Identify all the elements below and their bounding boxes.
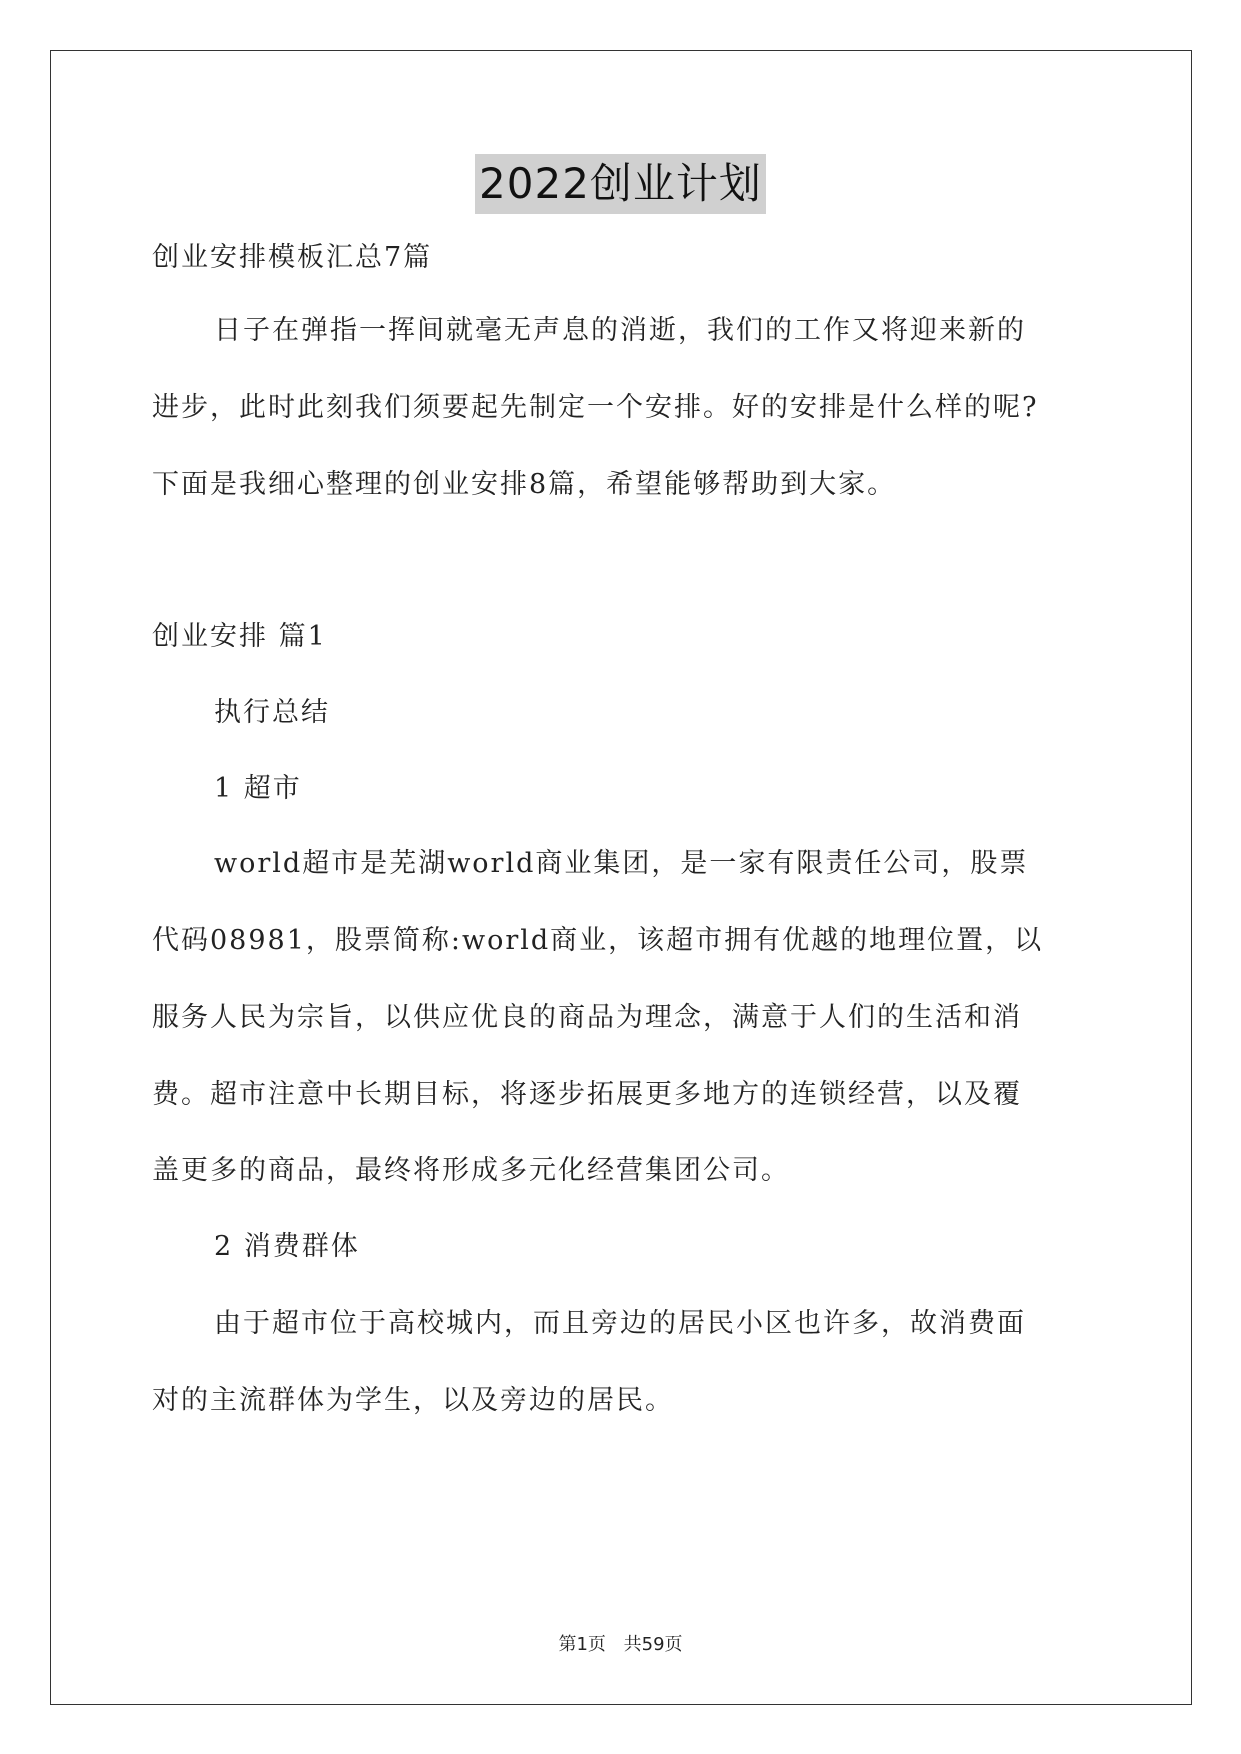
page-footer (0, 1630, 1241, 1656)
item2-line-1: 由于超市位于高校城内，而且旁边的居民小区也许多，故消费面 (214, 1308, 1026, 1339)
item1-line-3: 服务人民为宗旨，以供应优良的商品为理念，满意于人们的生活和消 (152, 1002, 1022, 1033)
item1-line-5: 盖更多的商品，最终将形成多元化经营集团公司。 (152, 1155, 790, 1186)
page-total: 共59页 (623, 1634, 683, 1655)
item2-heading: 2 消费群体 (214, 1231, 360, 1262)
intro-line-1: 日子在弹指一挥间就毫无声息的消逝，我们的工作又将迎来新的 (214, 315, 1026, 346)
subtitle: 创业安排模板汇总7篇 (152, 242, 433, 273)
section-heading: 创业安排 篇1 (152, 621, 327, 652)
intro-line-3: 下面是我细心整理的创业安排8篇，希望能够帮助到大家。 (152, 469, 897, 500)
title-container (0, 154, 1241, 214)
exec-summary-heading: 执行总结 (214, 697, 330, 728)
item1-line-1: world超市是芜湖world商业集团，是一家有限责任公司，股票 (214, 848, 1029, 879)
item1-line-2: 代码08981，股票简称:world商业，该超市拥有优越的地理位置，以 (152, 925, 1044, 956)
item1-line-4: 费。超市注意中长期目标，将逐步拓展更多地方的连锁经营，以及覆 (152, 1079, 1022, 1110)
intro-line-2: 进步，此时此刻我们须要起先制定一个安排。好的安排是什么样的呢? (152, 392, 1039, 423)
page-number: 第1页 (558, 1634, 606, 1655)
item2-line-2: 对的主流群体为学生，以及旁边的居民。 (152, 1385, 674, 1416)
document-title: 2022创业计划 (475, 154, 766, 214)
item1-heading: 1 超市 (214, 773, 302, 804)
